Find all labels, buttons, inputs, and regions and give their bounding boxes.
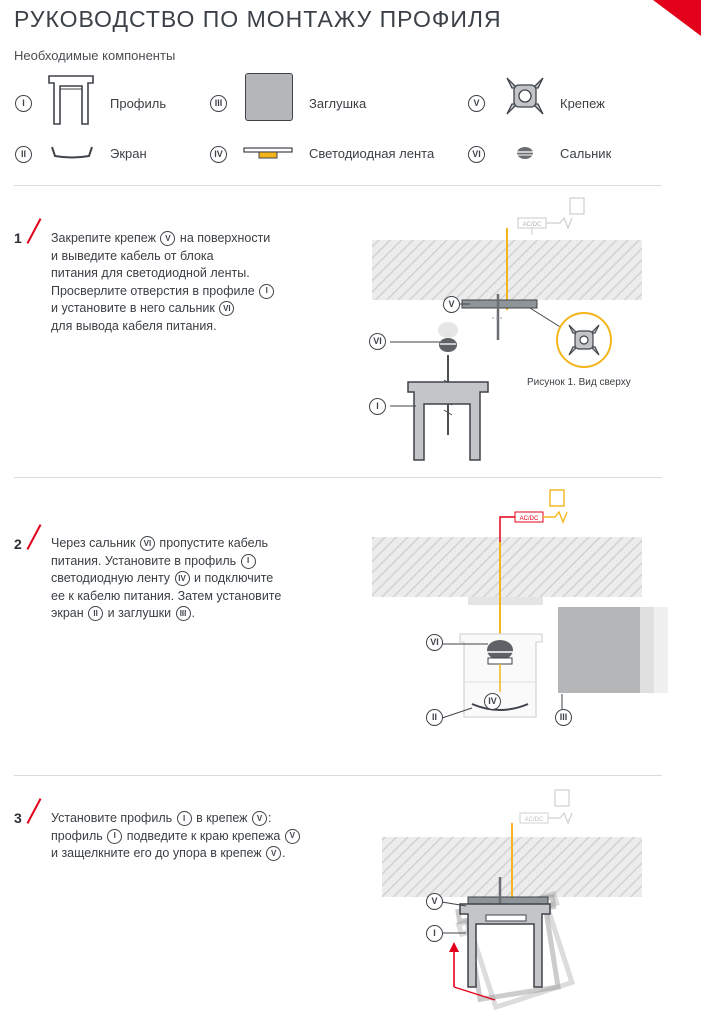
step-text-fragment: : bbox=[267, 811, 272, 825]
step-text-line bbox=[51, 230, 351, 248]
section-divider bbox=[14, 775, 662, 776]
diffuser-screen-icon bbox=[50, 144, 94, 160]
legend-label-end-cap: Заглушка bbox=[309, 96, 367, 111]
step-slash bbox=[27, 798, 42, 824]
inline-numeral-badge: V bbox=[285, 829, 300, 844]
psu-label: AC/DC bbox=[524, 817, 544, 823]
step-text-fragment: на поверхности bbox=[176, 231, 271, 245]
ceiling-surface bbox=[372, 537, 642, 597]
step-1-illustration bbox=[360, 190, 660, 470]
step-text-fragment: ее к кабелю питания. Затем установите bbox=[51, 588, 282, 603]
led-strip-part bbox=[486, 915, 526, 921]
end-cap-icon bbox=[245, 73, 293, 121]
step-text-line bbox=[51, 845, 351, 863]
psu-label: AC/DC bbox=[519, 516, 539, 522]
numeral-badge: VI bbox=[468, 146, 485, 163]
step-text-fragment: питания. Установите в профиль bbox=[51, 553, 240, 568]
plug-icon bbox=[550, 490, 564, 506]
step-text-line bbox=[51, 300, 351, 318]
profile-icon bbox=[46, 74, 96, 128]
step-text-line bbox=[51, 570, 351, 588]
inline-numeral-badge: VI bbox=[219, 301, 234, 316]
step-text-line bbox=[51, 535, 351, 553]
led-strip-icon bbox=[243, 146, 293, 160]
inline-numeral-badge: I bbox=[107, 829, 122, 844]
step-text-line bbox=[51, 588, 351, 606]
inline-numeral-badge: V bbox=[160, 231, 175, 246]
callout-gland: VI bbox=[369, 333, 386, 350]
step-3-text bbox=[51, 810, 351, 863]
mounting-clip-icon bbox=[503, 74, 547, 118]
numeral-badge: II bbox=[15, 146, 32, 163]
led-strip-part bbox=[488, 658, 512, 664]
step-1-text bbox=[51, 230, 351, 335]
gland-part bbox=[487, 640, 513, 660]
inline-numeral-badge: VI bbox=[140, 536, 155, 551]
callout-profile: I bbox=[426, 925, 443, 942]
step-text-line bbox=[51, 248, 351, 266]
section-divider bbox=[14, 477, 662, 478]
step-text-line bbox=[51, 810, 351, 828]
step-text-fragment: и защелкните его до упора в крепеж bbox=[51, 846, 266, 860]
step-text-fragment: профиль bbox=[51, 828, 107, 843]
inline-numeral-badge: V bbox=[266, 846, 281, 861]
step-2-illustration bbox=[360, 482, 680, 752]
inline-numeral-badge: V bbox=[252, 811, 267, 826]
step-text-fragment: для вывода кабеля питания. bbox=[51, 318, 217, 333]
step-text-line bbox=[51, 318, 351, 336]
step-text-fragment: в крепеж bbox=[192, 811, 251, 825]
end-cap-part bbox=[558, 607, 640, 693]
corner-accent bbox=[653, 0, 701, 36]
callout-gland: VI bbox=[426, 634, 443, 651]
step-3-illustration bbox=[360, 782, 660, 1020]
callout-mount: V bbox=[426, 893, 443, 910]
inline-numeral-badge: I bbox=[177, 811, 192, 826]
inline-numeral-badge: I bbox=[259, 284, 274, 299]
step-text-fragment: и заглушки bbox=[104, 606, 175, 620]
step-text-fragment: и установите в него сальник bbox=[51, 301, 219, 315]
step-text-fragment: и выведите кабель от блока bbox=[51, 248, 214, 263]
figure-caption: Рисунок 1. Вид сверху bbox=[527, 377, 631, 388]
step-text-line bbox=[51, 265, 351, 283]
callout-led-strip: IV bbox=[484, 693, 501, 710]
callout-screen: II bbox=[426, 709, 443, 726]
step-text-line bbox=[51, 553, 351, 571]
step-text-fragment: подведите к краю крепежа bbox=[123, 828, 284, 843]
step-text-fragment: светодиодную ленту bbox=[51, 571, 174, 585]
gland-part bbox=[439, 338, 457, 352]
legend-label-gland: Сальник bbox=[560, 146, 612, 161]
legend-label-profile: Профиль bbox=[110, 96, 167, 111]
inline-numeral-badge: I bbox=[241, 554, 256, 569]
step-text-fragment: пропустите кабель bbox=[155, 536, 269, 550]
step-text-fragment: Закрепите крепеж bbox=[51, 231, 160, 245]
plug-icon bbox=[555, 790, 569, 806]
mount-plate bbox=[468, 597, 543, 605]
psu-label: AC/DC bbox=[522, 222, 542, 228]
step-text-fragment: питания для светодиодной ленты. bbox=[51, 266, 250, 280]
step-number: 2 bbox=[14, 536, 22, 552]
step-text-fragment: . bbox=[191, 606, 196, 620]
inline-numeral-badge: IV bbox=[175, 571, 190, 586]
page-title: РУКОВОДСТВО ПО МОНТАЖУ ПРОФИЛЯ bbox=[14, 6, 502, 32]
step-text-fragment: Через сальник bbox=[51, 536, 139, 550]
section-divider bbox=[14, 185, 662, 186]
step-text-line bbox=[51, 283, 351, 301]
step-text-line bbox=[51, 828, 351, 846]
step-text-fragment: Просверлите отверстия в профиле bbox=[51, 283, 259, 298]
plug-icon bbox=[570, 198, 584, 214]
inline-numeral-badge: II bbox=[88, 606, 103, 621]
numeral-badge: IV bbox=[210, 146, 227, 163]
step-text-fragment: и подключите bbox=[190, 571, 274, 585]
step-slash bbox=[27, 524, 42, 550]
cable-gland-icon bbox=[515, 145, 535, 161]
step-2-text bbox=[51, 535, 351, 623]
inline-numeral-badge: III bbox=[176, 606, 191, 621]
legend-label-screen: Экран bbox=[110, 146, 147, 161]
step-slash bbox=[27, 218, 42, 244]
mount-plate bbox=[462, 300, 537, 308]
callout-end-cap: III bbox=[555, 709, 572, 726]
callout-profile: I bbox=[369, 398, 386, 415]
components-heading: Необходимые компоненты bbox=[14, 48, 176, 63]
step-number: 1 bbox=[14, 230, 22, 246]
step-text-line bbox=[51, 605, 351, 623]
callout-mount: V bbox=[443, 296, 460, 313]
step-text-fragment: экран bbox=[51, 606, 88, 620]
step-text-fragment: . bbox=[282, 846, 286, 860]
step-number: 3 bbox=[14, 810, 22, 826]
legend-label-mount: Крепеж bbox=[560, 96, 605, 111]
step-text-fragment: Установите профиль bbox=[51, 811, 176, 825]
numeral-badge: III bbox=[210, 95, 227, 112]
numeral-badge: I bbox=[15, 95, 32, 112]
legend-label-led-strip: Светодиодная лента bbox=[309, 146, 435, 161]
numeral-badge: V bbox=[468, 95, 485, 112]
